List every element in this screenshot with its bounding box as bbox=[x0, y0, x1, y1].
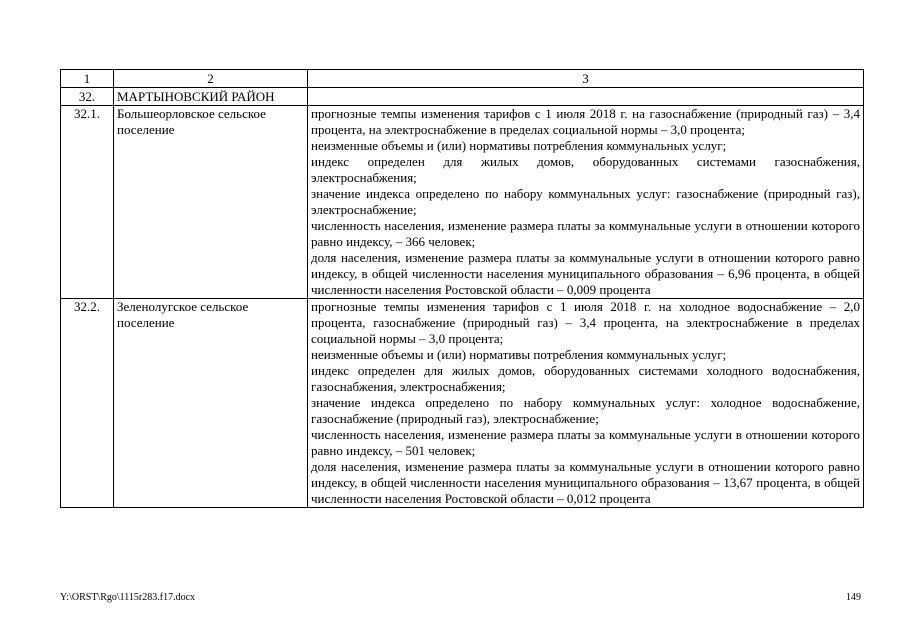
paragraph: прогнозные темпы изменения тарифов с 1 июля 2018 г. на газоснабжение (природный газ) – 3,4 процента, на электроснабжение в пределах социальной нормы – 3,0 процента; bbox=[311, 106, 860, 137]
settlement-name: Большеорловское сельское поселение bbox=[114, 106, 308, 299]
paragraph: численность населения, изменение размера платы за коммунальные услуги в отношении которого равно индексу, – 366 человек; bbox=[311, 218, 860, 249]
settlement-name: Зеленолугское сельское поселение bbox=[114, 299, 308, 508]
page-number: 149 bbox=[846, 592, 861, 603]
row-description bbox=[308, 106, 864, 299]
row-number: 32.1. bbox=[61, 106, 114, 299]
header-row bbox=[61, 70, 864, 88]
table-row bbox=[61, 299, 864, 508]
district-number: 32. bbox=[61, 88, 114, 106]
row-description bbox=[308, 299, 864, 508]
table-row bbox=[61, 106, 864, 299]
paragraph: индекс определен для жилых домов, оборудованных системами газоснабжения, электроснабжения; bbox=[311, 154, 860, 185]
paragraph: значение индекса определено по набору коммунальных услуг: холодное водоснабжение, газоснабжение (природный газ), электроснабжение; bbox=[311, 395, 860, 426]
district-row bbox=[61, 88, 864, 106]
footer-file-path: Y:\ORST\Rgo\1115r283.f17.docx bbox=[60, 592, 196, 603]
paragraph: численность населения, изменение размера платы за коммунальные услуги в отношении которого равно индексу, – 501 человек; bbox=[311, 427, 860, 458]
header-col-2: 2 bbox=[114, 70, 308, 88]
header-col-1: 1 bbox=[61, 70, 114, 88]
paragraph: индекс определен для жилых домов, оборудованных системами холодного водоснабжения, газоснабжения, электроснабжения; bbox=[311, 363, 860, 394]
district-empty-cell bbox=[308, 88, 864, 106]
paragraph: неизменные объемы и (или) нормативы потребления коммунальных услуг; bbox=[311, 138, 727, 153]
paragraph: доля населения, изменение размера платы за коммунальные услуги в отношении которого равно индексу, в общей численности населения муниципального образования – 13,67 процента, в общей численности населения Ростовской области – 0,012 процента bbox=[311, 459, 860, 506]
row-number: 32.2. bbox=[61, 299, 114, 508]
paragraph: неизменные объемы и (или) нормативы потребления коммунальных услуг; bbox=[311, 347, 727, 362]
paragraph: доля населения, изменение размера платы за коммунальные услуги в отношении которого равно индексу, в общей численности населения муниципального образования – 6,96 процента, в общей численности населения Ростовской области – 0,009 процента bbox=[311, 250, 860, 297]
paragraph: прогнозные темпы изменения тарифов с 1 июля 2018 г. на холодное водоснабжение – 2,0 процента, газоснабжение (природный газ) – 3,4 процента, на электроснабжение в пределах социальной нормы – 3,0 процента; bbox=[311, 299, 860, 346]
header-col-3: 3 bbox=[308, 70, 864, 88]
district-name: МАРТЫНОВСКИЙ РАЙОН bbox=[114, 88, 308, 106]
tariff-index-table bbox=[60, 69, 864, 508]
paragraph: значение индекса определено по набору коммунальных услуг: газоснабжение (природный газ), электроснабжение; bbox=[311, 186, 860, 217]
